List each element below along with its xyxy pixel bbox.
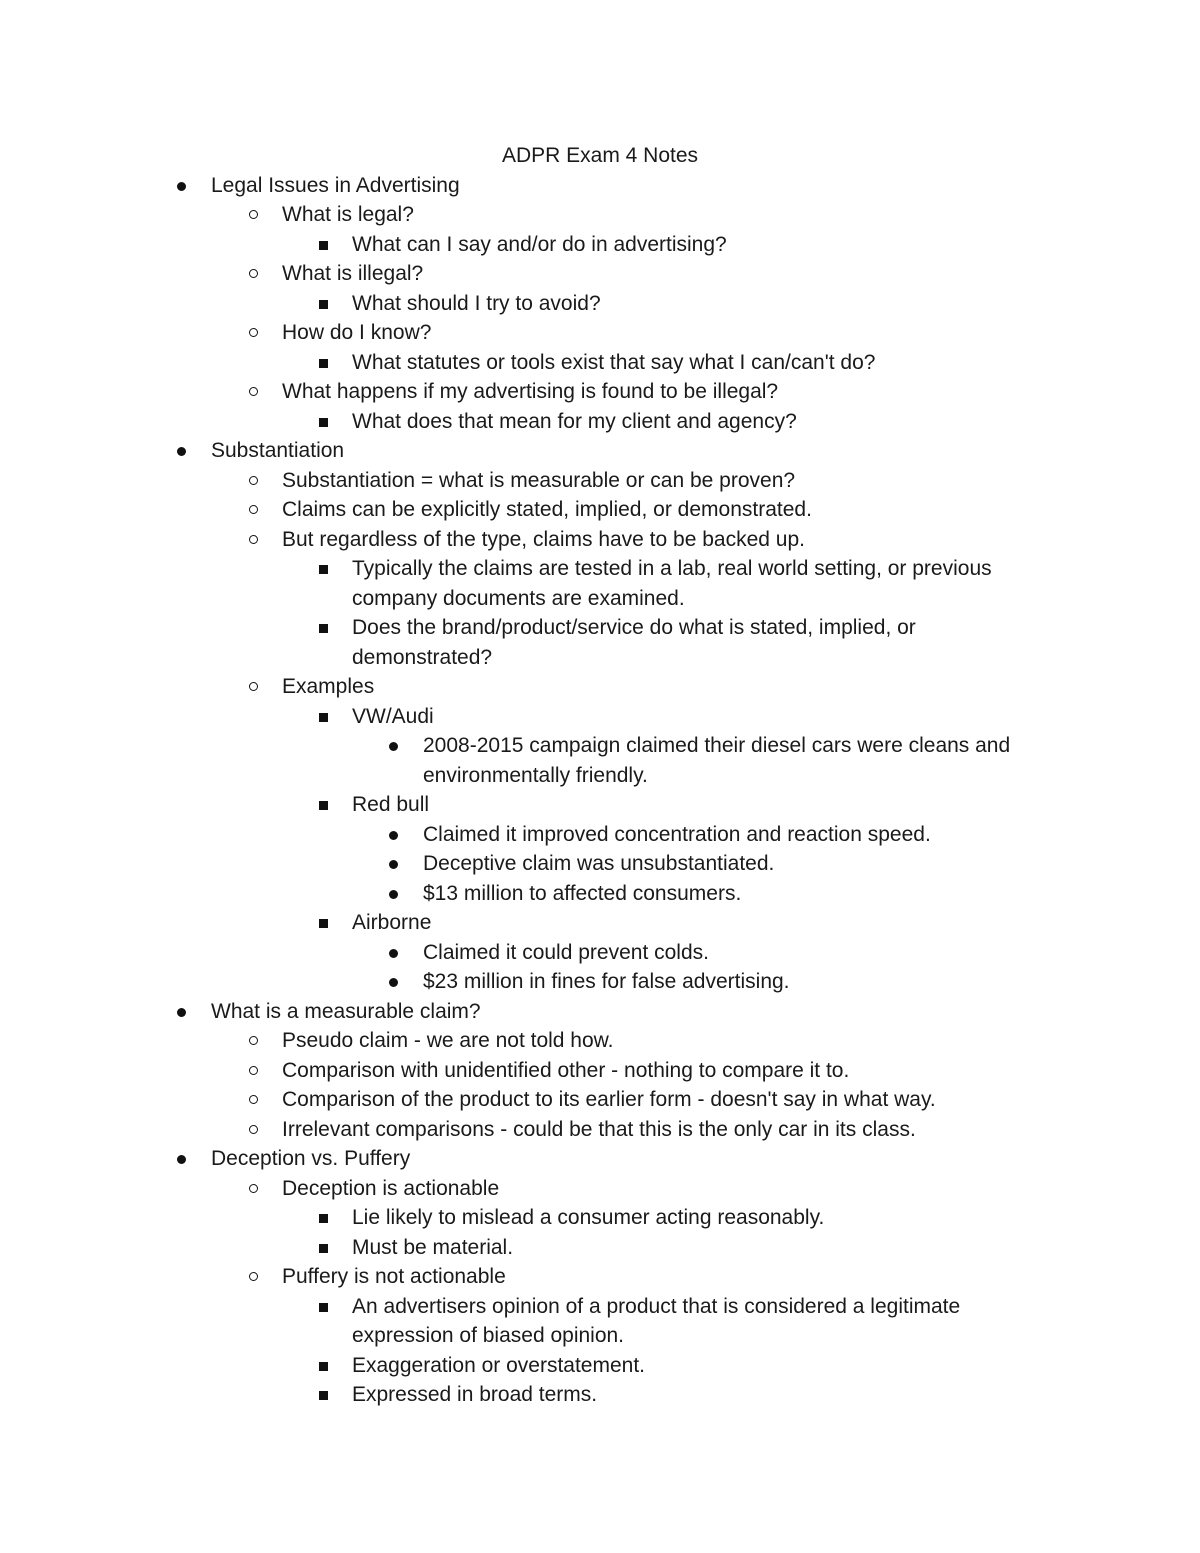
bullet-square-icon — [319, 1214, 328, 1223]
outline-item-level-2 — [0, 1351, 1200, 1381]
outline-item-level-2 — [0, 554, 1200, 613]
bullet-circle-icon — [249, 269, 258, 278]
outline-item-text: Deception vs. Puffery — [211, 1147, 411, 1170]
outline-item-text: An advertisers opinion of a product that is considered a legitimate expression of biased opinion. — [352, 1294, 961, 1347]
outline-item-level-0 — [0, 171, 1200, 201]
outline-item-level-1 — [0, 466, 1200, 496]
bullet-circle-icon — [249, 1066, 258, 1075]
outline-item-text: Airborne — [352, 911, 432, 934]
outline-item-level-2 — [0, 702, 1200, 732]
outline-item-level-2 — [0, 289, 1200, 319]
outline-item-level-2 — [0, 1203, 1200, 1233]
outline-item-level-1 — [0, 525, 1200, 555]
outline-item-text: But regardless of the type, claims have to be backed up. — [282, 527, 805, 551]
outline-item-level-3 — [0, 849, 1200, 879]
outline-item-text: Comparison of the product to its earlier form - doesn't say in what way. — [282, 1088, 936, 1111]
bullet-circle-icon — [249, 1184, 258, 1193]
bullet-dot-icon — [177, 1008, 186, 1017]
bullet-dot-icon — [389, 978, 398, 987]
bullet-circle-icon — [249, 505, 258, 514]
outline-item-text: Deceptive claim was unsubstantiated. — [423, 852, 775, 875]
document-title: ADPR Exam 4 Notes — [501, 144, 699, 167]
bullet-square-icon — [319, 801, 328, 810]
bullet-dot-icon — [389, 831, 398, 840]
bullet-square-icon — [319, 300, 328, 309]
outline-item-text: Substantiation — [211, 439, 345, 462]
bullet-square-icon — [319, 565, 328, 574]
outline-item-level-2 — [0, 613, 1200, 672]
outline-item-text: Exaggeration or overstatement. — [352, 1353, 645, 1377]
outline-item-level-1 — [0, 495, 1200, 525]
outline-item-text: $23 million in fines for false advertising. — [423, 970, 790, 993]
outline-item-text: What statutes or tools exist that say what I can/can't do? — [352, 350, 876, 374]
outline-item-level-1 — [0, 200, 1200, 230]
outline-item-text: What is illegal? — [282, 262, 424, 285]
outline-item-level-2 — [0, 790, 1200, 820]
outline-item-text: Pseudo claim - we are not told how. — [282, 1029, 614, 1052]
bullet-square-icon — [319, 919, 328, 928]
bullet-square-icon — [319, 713, 328, 722]
bullet-circle-icon — [249, 387, 258, 396]
bullet-square-icon — [319, 1244, 328, 1253]
outline-item-text: Must be material. — [352, 1235, 514, 1259]
outline-item-text: Typically the claims are tested in a lab, real world setting, or previous company documents are examined. — [352, 557, 992, 610]
outline-item-text: Comparison with unidentified other - nothing to compare it to. — [282, 1058, 850, 1082]
bullet-square-icon — [319, 1303, 328, 1312]
outline-item-text: Deception is actionable — [282, 1176, 500, 1200]
bullet-dot-icon — [389, 890, 398, 899]
outline-item-level-2 — [0, 1233, 1200, 1263]
bullet-square-icon — [319, 624, 328, 633]
outline-item-text: $13 million to affected consumers. — [423, 881, 742, 905]
outline-item-level-2 — [0, 348, 1200, 378]
bullet-circle-icon — [249, 1125, 258, 1134]
bullet-circle-icon — [249, 328, 258, 337]
bullet-dot-icon — [389, 742, 398, 751]
outline-item-level-2 — [0, 908, 1200, 938]
outline-item-text: What can I say and/or do in advertising? — [352, 232, 727, 256]
bullet-square-icon — [319, 241, 328, 250]
outline-item-text: Legal Issues in Advertising — [211, 173, 460, 197]
outline-item-text: Puffery is not actionable — [282, 1265, 506, 1288]
outline-item-level-1 — [0, 259, 1200, 289]
outline-item-level-3 — [0, 731, 1200, 790]
outline-item-level-1 — [0, 1262, 1200, 1292]
outline-item-text: What is a measurable claim? — [211, 999, 481, 1023]
outline-item-level-3 — [0, 879, 1200, 909]
outline-item-level-3 — [0, 967, 1200, 997]
bullet-square-icon — [319, 1362, 328, 1371]
bullet-circle-icon — [249, 476, 258, 485]
outline-item-text: Claimed it improved concentration and reaction speed. — [423, 822, 931, 846]
outline-item-text: What does that mean for my client and agency? — [352, 409, 797, 433]
outline-item-text: What is legal? — [282, 203, 414, 226]
outline-item-text: VW/Audi — [352, 704, 434, 728]
outline-item-level-1 — [0, 377, 1200, 407]
outline-item-text: Substantiation = what is measurable or can be proven? — [282, 468, 796, 492]
outline-item-level-0 — [0, 997, 1200, 1027]
bullet-dot-icon — [389, 949, 398, 958]
outline-item-text: Claimed it could prevent colds. — [423, 940, 709, 964]
outline-item-text: Examples — [282, 675, 375, 698]
outline-item-level-1 — [0, 1056, 1200, 1086]
bullet-circle-icon — [249, 1272, 258, 1281]
outline-item-level-2 — [0, 1292, 1200, 1351]
outline-item-level-2 — [0, 230, 1200, 260]
outline-item-level-3 — [0, 820, 1200, 850]
bullet-square-icon — [319, 418, 328, 427]
outline-item-level-1 — [0, 318, 1200, 348]
bullet-circle-icon — [249, 682, 258, 691]
bullet-circle-icon — [249, 210, 258, 219]
outline-item-text: Expressed in broad terms. — [352, 1383, 598, 1406]
outline-item-level-2 — [0, 1380, 1200, 1410]
outline-item-text: What should I try to avoid? — [352, 291, 601, 315]
bullet-dot-icon — [177, 1155, 186, 1164]
bullet-dot-icon — [389, 860, 398, 869]
outline-item-level-2 — [0, 407, 1200, 437]
outline-item-text: Does the brand/product/service do what is stated, implied, or demonstrated? — [352, 616, 916, 669]
outline-item-level-3 — [0, 938, 1200, 968]
outline-item-text: How do I know? — [282, 321, 432, 344]
outline-item-text: Claims can be explicitly stated, implied, or demonstrated. — [282, 498, 812, 521]
outline-item-level-1 — [0, 672, 1200, 702]
bullet-dot-icon — [177, 447, 186, 456]
notes-outline — [0, 171, 1200, 1410]
bullet-dot-icon — [177, 182, 186, 191]
outline-item-text: 2008-2015 campaign claimed their diesel cars were cleans and environmentally friendly. — [423, 734, 1011, 787]
outline-item-level-1 — [0, 1085, 1200, 1115]
bullet-circle-icon — [249, 535, 258, 544]
outline-item-text: Red bull — [352, 793, 430, 816]
outline-item-level-1 — [0, 1026, 1200, 1056]
outline-item-level-0 — [0, 436, 1200, 466]
bullet-circle-icon — [249, 1095, 258, 1104]
outline-item-level-1 — [0, 1174, 1200, 1204]
outline-item-text: Lie likely to mislead a consumer acting reasonably. — [352, 1206, 825, 1229]
outline-item-text: Irrelevant comparisons - could be that this is the only car in its class. — [282, 1117, 916, 1141]
outline-item-level-1 — [0, 1115, 1200, 1145]
outline-item-text: What happens if my advertising is found to be illegal? — [282, 380, 779, 403]
bullet-circle-icon — [249, 1036, 258, 1045]
bullet-square-icon — [319, 359, 328, 368]
bullet-square-icon — [319, 1391, 328, 1400]
outline-item-level-0 — [0, 1144, 1200, 1174]
